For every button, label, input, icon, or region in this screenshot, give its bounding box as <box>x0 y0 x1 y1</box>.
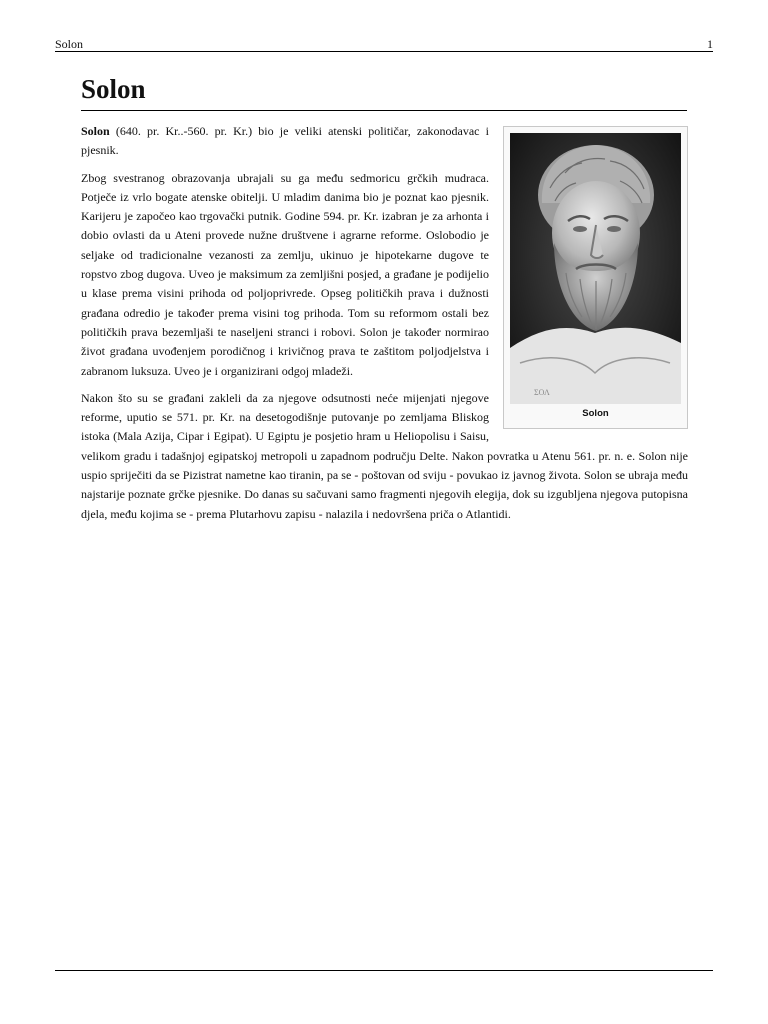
page-number: 1 <box>707 37 713 51</box>
header-divider <box>55 51 713 52</box>
footer-divider <box>55 970 713 971</box>
paragraph-reforms: Zbog svestranog obrazovanja ubrajali su ga među sedmoricu grčkih mudraca. Potječe iz vrlo bogate atenske obitelji. U mladim danima bio je poznat kao pjesnik. Karijeru je započeo kao trgovački putnik. Godine 594. pr. Kr. izabran je za arhonta i dobio ovlasti da u Ateni provede nužne društvene i agrarne reforme. Oslobodio je seljake od tradicionalne vezanosti za zemlju, ukinuo je hipotekarne dugove te ropstvo zbog dugova. Uveo je maksimum za zemljišni posjed, a građane je podijelio u klase prema visini prihoda od poljoprivrede. Opseg političkih prava i dužnosti građana odredio je također prema visini tog prihoda. Tom su reformom ostali bez političkih prava bezemljaši te naseljeni stranci i robovi. Solon je također normirao život građana uvođenjem porodičnog i krivičnog prava te zaštitom poljodjelstva i zabranom luksuza. Uveo je i organizirani odgoj mladeži. <box>81 170 489 378</box>
running-title: Solon <box>55 37 84 51</box>
svg-text:ΣΟΛ: ΣΟΛ <box>534 388 550 397</box>
marble-bust-icon <box>510 133 681 404</box>
article-body <box>81 122 688 532</box>
figure-box <box>503 126 688 429</box>
intro-text: (640. pr. Kr..-560. pr. Kr.) bio je veliki atenski političar, zakonodavac i pjesnik. <box>81 124 489 158</box>
paragraph-travels: Nakon što su se građani zakleli da za njegove odsutnosti neće mijenjati njegove reforme, uputio se 571. pr. Kr. na desetogodišnje putovanje po zemljama Bliskog istoka (Mala Azija, Cipar i Egipat). U Egiptu je posjetio hram u Heliopolisu i Saisu, velikom gradu i tadašnjoj egipatskoj metropoli u zapadnom području Delte. Nakon povratka u Atenu 561. pr. n. e. Solon nije uspio spriječiti da se Pizistrat nametne kao tiranin, pa se - poštovan od sviju - povukao iz javnog života. Solon se ubraja među najstarije poznate grčke pjesnike. Do danas su sačuvani samo fragmenti njegovih elegija, dok su izgubljena njegova putopisna djela, među kojima se - prema Plutarhovu zapisu - nalazila i nedovršena priča o Atlantidi. <box>81 390 688 521</box>
page-title: Solon <box>81 74 146 104</box>
figure-caption: Solon <box>582 408 609 419</box>
intro-bold-name: Solon <box>81 124 110 138</box>
title-divider <box>81 110 687 111</box>
running-header <box>55 36 713 52</box>
